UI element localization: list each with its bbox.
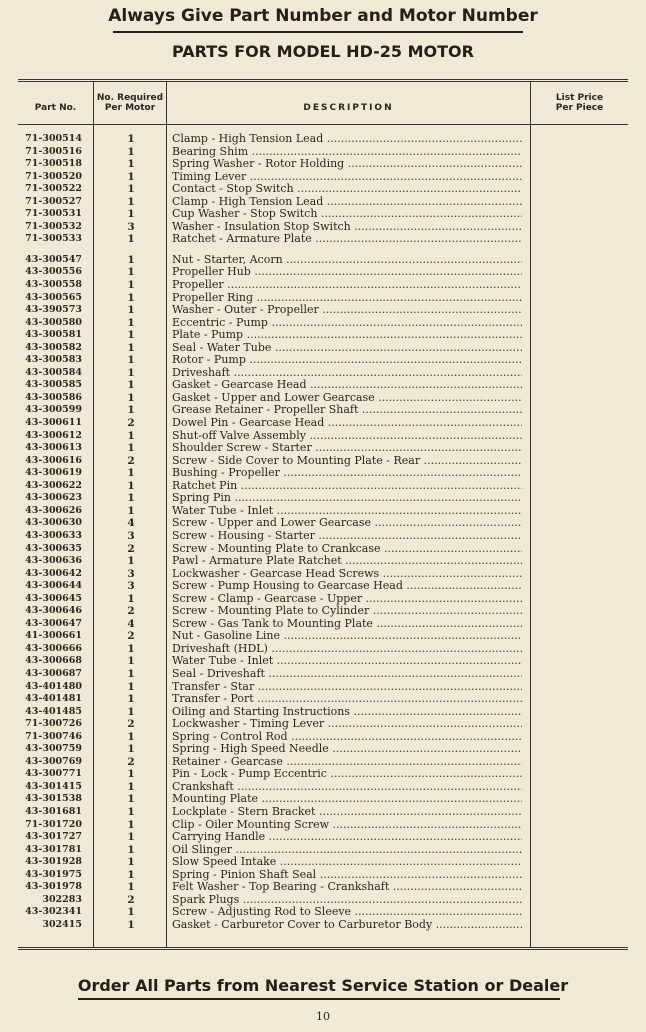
table-row xyxy=(0,806,646,819)
part-description: Propeller Ring ..... xyxy=(172,292,522,305)
part-description: Spring Pin ..... xyxy=(172,492,522,505)
part-description: Shoulder Screw - Starter ..... xyxy=(172,442,522,455)
quantity-required: 2 xyxy=(127,605,135,618)
table-row xyxy=(0,183,646,196)
part-description: Screw - Mounting Plate to Cylinder ..... xyxy=(172,605,522,618)
table-row xyxy=(0,492,646,505)
table-row xyxy=(0,718,646,731)
part-number: 43-300581 xyxy=(25,329,82,341)
part-number: 43-300580 xyxy=(25,316,82,328)
quantity-required: 1 xyxy=(127,492,135,505)
quantity-required: 1 xyxy=(127,504,135,517)
part-description: Transfer - Star ..... xyxy=(172,681,522,694)
part-number: 43-300771 xyxy=(25,768,82,780)
table-row xyxy=(0,894,646,907)
part-number: 43-300599 xyxy=(25,404,82,416)
part-description: Ratchet Pin ..... xyxy=(172,480,522,493)
table-row xyxy=(0,530,646,543)
quantity-required: 1 xyxy=(127,145,135,158)
part-number: 71-300522 xyxy=(25,183,82,195)
quantity-required: 1 xyxy=(127,429,135,442)
quantity-required: 1 xyxy=(127,856,135,869)
part-number: 43-300619 xyxy=(25,467,82,479)
part-number: 43-301415 xyxy=(25,780,82,792)
part-description: Gasket - Carburetor Cover to Carburetor Body ..... xyxy=(172,919,522,932)
quantity-required: 2 xyxy=(127,417,135,430)
quantity-required: 2 xyxy=(127,755,135,768)
page-title: PARTS FOR MODEL HD-25 MOTOR xyxy=(172,42,474,61)
part-description: Water Tube - Inlet ..... xyxy=(172,505,522,518)
part-description: Gasket - Upper and Lower Gearcase ..... xyxy=(172,392,522,405)
part-description: Crankshaft ..... xyxy=(172,781,522,794)
quantity-required: 1 xyxy=(127,366,135,379)
part-description: Screw - Upper and Lower Gearcase ..... xyxy=(172,517,522,530)
part-number: 71-300532 xyxy=(25,220,82,232)
table-row xyxy=(0,208,646,221)
part-description: Dowel Pin - Gearcase Head ..... xyxy=(172,417,522,430)
part-description: Nut - Gasoline Line ..... xyxy=(172,630,522,643)
part-description: Transfer - Port ..... xyxy=(172,693,522,706)
table-row xyxy=(0,568,646,581)
part-number: 43-300646 xyxy=(25,605,82,617)
table-row xyxy=(0,756,646,769)
table-row xyxy=(0,643,646,656)
column-header-price-line2: Per Piece xyxy=(555,103,604,113)
part-description: Screw - Clamp - Gearcase - Upper ..... xyxy=(172,593,522,606)
part-number: 71-300516 xyxy=(25,145,82,157)
part-number: 302415 xyxy=(42,918,82,930)
table-row xyxy=(0,906,646,919)
part-number: 43-300623 xyxy=(25,492,82,504)
header-divider xyxy=(18,124,628,125)
quantity-required: 4 xyxy=(127,517,135,530)
part-number: 41-300661 xyxy=(25,630,82,642)
part-number: 71-300726 xyxy=(25,718,82,730)
quantity-required: 1 xyxy=(127,693,135,706)
table-row xyxy=(0,543,646,556)
part-number: 43-300666 xyxy=(25,642,82,654)
page-number: 10 xyxy=(316,1010,330,1023)
part-number: 43-300645 xyxy=(25,592,82,604)
part-number: 43-300647 xyxy=(25,617,82,629)
table-row xyxy=(0,467,646,480)
table-row xyxy=(0,580,646,593)
quantity-required: 1 xyxy=(127,208,135,221)
quantity-required: 2 xyxy=(127,893,135,906)
part-number: 43-401480 xyxy=(25,680,82,692)
column-header-part-no: Part No. xyxy=(34,103,77,113)
table-row xyxy=(0,844,646,857)
part-description: Oiling and Starting Instructions ..... xyxy=(172,706,522,719)
table-row xyxy=(0,743,646,756)
part-description: Propeller ..... xyxy=(172,279,522,292)
part-description: Screw - Side Cover to Mounting Plate - Rear ..... xyxy=(172,455,522,468)
table-row xyxy=(0,329,646,342)
part-number: 43-300642 xyxy=(25,567,82,579)
part-description: Rotor - Pump ..... xyxy=(172,354,522,367)
quantity-required: 1 xyxy=(127,705,135,718)
table-row xyxy=(0,404,646,417)
quantity-required: 1 xyxy=(127,592,135,605)
table-row xyxy=(0,342,646,355)
table-row xyxy=(0,392,646,405)
part-description: Nut - Starter, Acorn ..... xyxy=(172,254,522,267)
table-row xyxy=(0,517,646,530)
part-description: Grease Retainer - Propeller Shaft ..... xyxy=(172,404,522,417)
quantity-required: 1 xyxy=(127,304,135,317)
table-row xyxy=(0,171,646,184)
part-description: Screw - Pump Housing to Gearcase Head ..... xyxy=(172,580,522,593)
part-number: 43-401485 xyxy=(25,705,82,717)
table-row xyxy=(0,146,646,159)
part-description: Seal - Driveshaft ..... xyxy=(172,668,522,681)
part-description: Screw - Housing - Starter ..... xyxy=(172,530,522,543)
quantity-required: 1 xyxy=(127,183,135,196)
table-row xyxy=(0,379,646,392)
part-description: Driveshaft ..... xyxy=(172,367,522,380)
table-row xyxy=(0,593,646,606)
quantity-required: 1 xyxy=(127,279,135,292)
quantity-required: 1 xyxy=(127,881,135,894)
quantity-required: 1 xyxy=(127,133,135,145)
part-number: 43-300630 xyxy=(25,517,82,529)
part-description: Clamp - High Tension Lead ..... xyxy=(172,133,522,146)
quantity-required: 1 xyxy=(127,467,135,480)
column-header-qty xyxy=(94,93,166,113)
table-row xyxy=(0,555,646,568)
table-row xyxy=(0,706,646,719)
part-number: 43-401481 xyxy=(25,693,82,705)
part-number: 43-390573 xyxy=(25,304,82,316)
table-row xyxy=(0,881,646,894)
table-row xyxy=(0,781,646,794)
part-description: Gasket - Gearcase Head ..... xyxy=(172,379,522,392)
part-number: 43-300668 xyxy=(25,655,82,667)
part-number: 43-300585 xyxy=(25,379,82,391)
quantity-required: 1 xyxy=(127,780,135,793)
quantity-required: 1 xyxy=(127,793,135,806)
table-row xyxy=(0,831,646,844)
quantity-required: 1 xyxy=(127,170,135,183)
part-description: Felt Washer - Top Bearing - Crankshaft ..... xyxy=(172,881,522,894)
quantity-required: 2 xyxy=(127,718,135,731)
table-row xyxy=(0,919,646,932)
part-number: 302283 xyxy=(42,893,82,905)
part-description: Cup Washer - Stop Switch ..... xyxy=(172,208,522,221)
part-number: 43-300687 xyxy=(25,667,82,679)
parts-list xyxy=(0,133,646,931)
part-description: Carrying Handle ..... xyxy=(172,831,522,844)
part-number: 43-300622 xyxy=(25,479,82,491)
part-number: 71-300518 xyxy=(25,158,82,170)
part-description: Clip - Oiler Mounting Screw ..... xyxy=(172,819,522,832)
table-row xyxy=(0,856,646,869)
quantity-required: 1 xyxy=(127,831,135,844)
part-description: Pawl - Armature Plate Ratchet ..... xyxy=(172,555,522,568)
table-row xyxy=(0,292,646,305)
quantity-required: 1 xyxy=(127,329,135,342)
column-header-qty-line2: Per Motor xyxy=(104,103,156,113)
table-row xyxy=(0,266,646,279)
quantity-required: 3 xyxy=(127,529,135,542)
table-row xyxy=(0,221,646,234)
quantity-required: 1 xyxy=(127,266,135,279)
part-number: 43-301978 xyxy=(25,881,82,893)
table-row xyxy=(0,731,646,744)
table-row xyxy=(0,768,646,781)
quantity-required: 1 xyxy=(127,680,135,693)
table-row xyxy=(0,505,646,518)
part-description: Driveshaft (HDL) ..... xyxy=(172,643,522,656)
part-number: 43-300636 xyxy=(25,555,82,567)
part-description: Screw - Adjusting Rod to Sleeve ..... xyxy=(172,906,522,919)
table-row xyxy=(0,233,646,246)
quantity-required: 1 xyxy=(127,479,135,492)
part-description: Plate - Pump ..... xyxy=(172,329,522,342)
part-description: Lockplate - Stern Bracket ..... xyxy=(172,806,522,819)
column-header-price-line1: List Price xyxy=(555,93,604,103)
table-row xyxy=(0,367,646,380)
quantity-required: 1 xyxy=(127,233,135,246)
quantity-required: 2 xyxy=(127,630,135,643)
part-number: 43-300565 xyxy=(25,291,82,303)
table-row xyxy=(0,655,646,668)
table-row xyxy=(0,442,646,455)
part-number: 43-300584 xyxy=(25,366,82,378)
notice-underline xyxy=(113,31,523,33)
quantity-required: 1 xyxy=(127,442,135,455)
quantity-required: 1 xyxy=(127,805,135,818)
part-number: 71-300527 xyxy=(25,195,82,207)
part-description: Bushing - Propeller ..... xyxy=(172,467,522,480)
part-number: 43-300583 xyxy=(25,354,82,366)
part-description: Shut-off Valve Assembly ..... xyxy=(172,430,522,443)
table-row xyxy=(0,605,646,618)
table-row xyxy=(0,304,646,317)
part-description: Spring - Control Rod ..... xyxy=(172,731,522,744)
part-number: 43-300613 xyxy=(25,442,82,454)
part-number: 43-300644 xyxy=(25,580,82,592)
part-number: 43-301538 xyxy=(25,793,82,805)
quantity-required: 1 xyxy=(127,341,135,354)
quantity-required: 4 xyxy=(127,617,135,630)
part-number: 71-300520 xyxy=(25,170,82,182)
quantity-required: 1 xyxy=(127,555,135,568)
quantity-required: 3 xyxy=(127,567,135,580)
part-description: Timing Lever ..... xyxy=(172,171,522,184)
part-description: Spring Washer - Rotor Holding ..... xyxy=(172,158,522,171)
part-number: 71-300531 xyxy=(25,208,82,220)
part-description: Lockwasher - Gearcase Head Screws ..... xyxy=(172,568,522,581)
quantity-required: 1 xyxy=(127,818,135,831)
part-description: Spring - High Speed Needle ..... xyxy=(172,743,522,756)
quantity-required: 1 xyxy=(127,667,135,680)
part-description: Lockwasher - Timing Lever ..... xyxy=(172,718,522,731)
quantity-required: 1 xyxy=(127,158,135,171)
part-number: 43-300547 xyxy=(25,253,82,265)
part-description: Ratchet - Armature Plate ..... xyxy=(172,233,522,246)
part-number: 43-302341 xyxy=(25,906,82,918)
table-row xyxy=(0,681,646,694)
page-notice: Always Give Part Number and Motor Number xyxy=(108,6,538,26)
quantity-required: 1 xyxy=(127,291,135,304)
quantity-required: 3 xyxy=(127,220,135,233)
part-description: Water Tube - Inlet ..... xyxy=(172,655,522,668)
part-description: Screw - Mounting Plate to Crankcase ..... xyxy=(172,543,522,556)
part-description: Retainer - Gearcase ..... xyxy=(172,756,522,769)
table-row xyxy=(0,693,646,706)
part-number: 43-300626 xyxy=(25,504,82,516)
table-row xyxy=(0,317,646,330)
part-number: 43-300769 xyxy=(25,755,82,767)
table-row xyxy=(0,819,646,832)
table-row xyxy=(0,630,646,643)
table-row xyxy=(0,417,646,430)
part-number: 43-300759 xyxy=(25,743,82,755)
quantity-required: 1 xyxy=(127,768,135,781)
table-row xyxy=(0,793,646,806)
part-number: 43-300616 xyxy=(25,454,82,466)
quantity-required: 1 xyxy=(127,391,135,404)
quantity-required: 1 xyxy=(127,906,135,919)
part-number: 43-301681 xyxy=(25,805,82,817)
footer-notice: Order All Parts from Nearest Service Station or Dealer xyxy=(77,976,569,995)
part-number: 43-300558 xyxy=(25,279,82,291)
part-description: Pin - Lock - Pump Eccentric ..... xyxy=(172,768,522,781)
quantity-required: 1 xyxy=(127,730,135,743)
table-row xyxy=(0,430,646,443)
table-row xyxy=(0,455,646,468)
column-header-qty-line1: No. Required xyxy=(96,93,164,103)
table-row xyxy=(0,480,646,493)
table-row xyxy=(0,668,646,681)
part-number: 43-300582 xyxy=(25,341,82,353)
part-description: Propeller Hub ..... xyxy=(172,266,522,279)
part-number: 71-300533 xyxy=(25,233,82,245)
part-number: 43-300556 xyxy=(25,266,82,278)
part-description: Washer - Insulation Stop Switch ..... xyxy=(172,221,522,234)
quantity-required: 1 xyxy=(127,316,135,329)
quantity-required: 1 xyxy=(127,195,135,208)
table-row xyxy=(0,618,646,631)
quantity-required: 1 xyxy=(127,379,135,392)
part-number: 43-300611 xyxy=(25,417,82,429)
table-row xyxy=(0,133,646,146)
column-header-price xyxy=(531,93,628,113)
part-description: Contact - Stop Switch ..... xyxy=(172,183,522,196)
part-description: Spring - Pinion Shaft Seal ..... xyxy=(172,869,522,882)
part-number: 43-300612 xyxy=(25,429,82,441)
table-row xyxy=(0,196,646,209)
part-description: Washer - Outer - Propeller ..... xyxy=(172,304,522,317)
part-number: 43-300633 xyxy=(25,529,82,541)
table-row xyxy=(0,158,646,171)
quantity-required: 1 xyxy=(127,843,135,856)
table-row xyxy=(0,279,646,292)
quantity-required: 1 xyxy=(127,655,135,668)
quantity-required: 1 xyxy=(127,868,135,881)
part-description: Screw - Gas Tank to Mounting Plate ..... xyxy=(172,618,522,631)
quantity-required: 2 xyxy=(127,542,135,555)
column-header-description: DESCRIPTION xyxy=(303,103,394,113)
quantity-required: 1 xyxy=(127,354,135,367)
quantity-required: 3 xyxy=(127,580,135,593)
part-description: Eccentric - Pump ..... xyxy=(172,317,522,330)
part-description: Spark Plugs ..... xyxy=(172,894,522,907)
part-number: 43-301727 xyxy=(25,831,82,843)
quantity-required: 1 xyxy=(127,918,135,931)
table-row xyxy=(0,869,646,882)
part-number: 43-301975 xyxy=(25,868,82,880)
part-number: 43-301928 xyxy=(25,856,82,868)
part-number: 43-300586 xyxy=(25,391,82,403)
quantity-required: 1 xyxy=(127,253,135,266)
part-number: 71-300514 xyxy=(25,133,82,144)
part-description: Mounting Plate ..... xyxy=(172,793,522,806)
part-number: 71-300746 xyxy=(25,730,82,742)
footer-underline xyxy=(78,998,560,1000)
part-description: Seal - Water Tube ..... xyxy=(172,342,522,355)
part-description: Clamp - High Tension Lead ..... xyxy=(172,196,522,209)
part-description: Bearing Shim ..... xyxy=(172,146,522,159)
quantity-required: 1 xyxy=(127,404,135,417)
part-number: 71-301720 xyxy=(25,818,82,830)
part-number: 43-300635 xyxy=(25,542,82,554)
part-description: Oil Slinger ..... xyxy=(172,844,522,857)
part-description: Slow Speed Intake ..... xyxy=(172,856,522,869)
part-number: 43-301781 xyxy=(25,843,82,855)
quantity-required: 2 xyxy=(127,454,135,467)
quantity-required: 1 xyxy=(127,642,135,655)
quantity-required: 1 xyxy=(127,743,135,756)
table-row xyxy=(0,254,646,267)
table-row xyxy=(0,354,646,367)
